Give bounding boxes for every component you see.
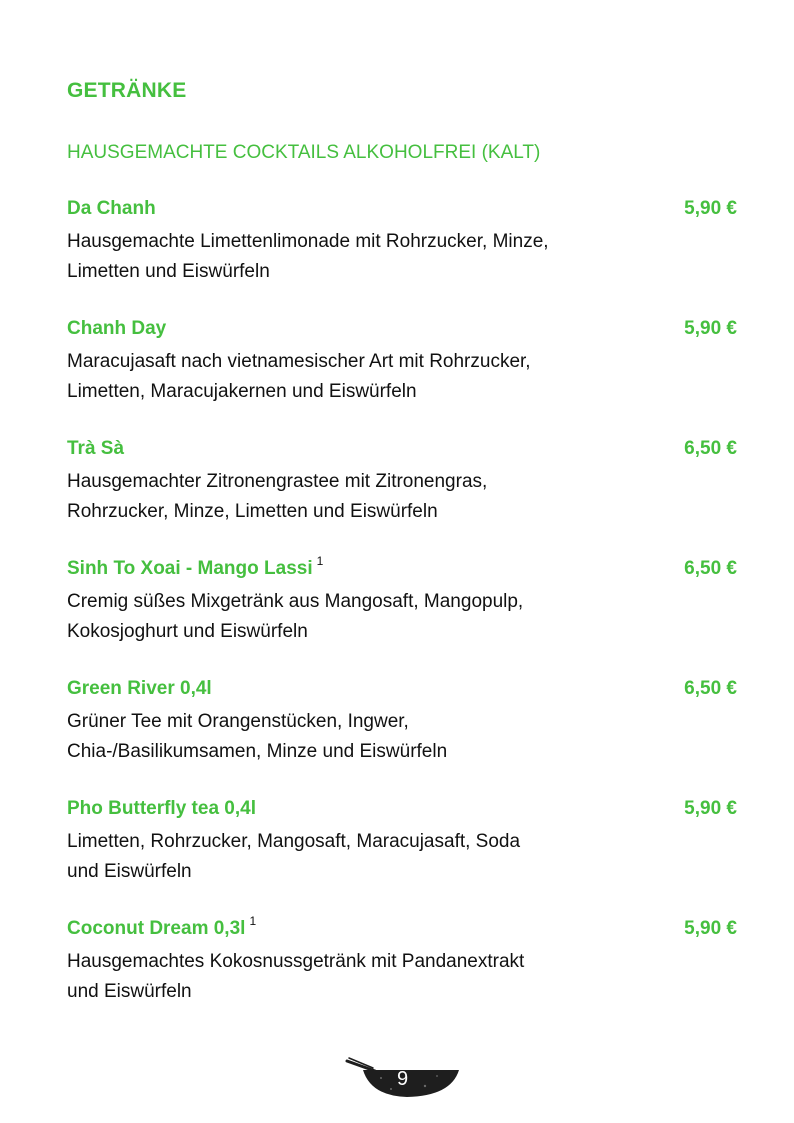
menu-item-description: Limetten, Rohrzucker, Mangosaft, Maracujasaft, Soda und Eiswürfeln — [67, 831, 521, 882]
menu-item-description: Hausgemachte Limettenlimonade mit Rohrzucker, Minze, Limetten und Eiswürfeln — [67, 231, 549, 282]
menu-item-price: 5,90 € — [684, 918, 737, 939]
menu-item — [67, 318, 737, 438]
menu-item-price: 5,90 € — [684, 198, 737, 219]
footnote-marker: 1 — [316, 554, 324, 568]
menu-item-price: 6,50 € — [684, 438, 737, 459]
footnote-marker: 1 — [249, 914, 257, 928]
menu-item-name: Coconut Dream 0,3l $^1$ — [67, 914, 257, 939]
menu-item — [67, 198, 737, 318]
menu-item-price: 5,90 € — [684, 318, 737, 339]
menu-item-description: Hausgemachtes Kokosnussgetränk mit Pandanextrakt und Eiswürfeln — [67, 951, 525, 1002]
page-footer — [345, 1056, 461, 1100]
menu-item-name: Green River 0,4l — [67, 678, 212, 699]
menu-item-name: Da Chanh — [67, 198, 156, 219]
menu-item — [67, 554, 737, 678]
menu-item-description: Cremig süßes Mixgetränk aus Mangosaft, Mangopulp, Kokosjoghurt und Eiswürfeln — [67, 591, 524, 642]
page-title: GETRÄNKE — [67, 79, 187, 102]
menu-item-name: Pho Butterfly tea 0,4l — [67, 798, 256, 819]
menu-item-name: Chanh Day — [67, 318, 167, 339]
menu-item — [67, 798, 737, 918]
page-number: 9 — [397, 1068, 409, 1090]
menu-item-name: Trà Sà — [67, 438, 125, 459]
menu-item — [67, 678, 737, 798]
menu-item-description: Grüner Tee mit Orangenstücken, Ingwer, Chia-/Basilikumsamen, Minze und Eiswürfeln — [67, 711, 448, 762]
menu-item-description: Maracujasaft nach vietnamesischer Art mit Rohrzucker, Limetten, Maracujakernen und Eiswürfeln — [67, 351, 531, 402]
menu-item-price: 6,50 € — [684, 678, 737, 699]
menu-item-list — [67, 198, 737, 1038]
menu-item — [67, 438, 737, 558]
menu-item-price: 5,90 € — [684, 798, 737, 819]
menu-item-name: Sinh To Xoai - Mango Lassi $^1$ — [67, 554, 324, 579]
menu-item — [67, 914, 737, 1038]
menu-item-price: 6,50 € — [684, 558, 737, 579]
section-subtitle: HAUSGEMACHTE COCKTAILS ALKOHOLFREI (KALT) — [67, 142, 541, 163]
menu-item-description: Hausgemachter Zitronengrastee mit Zitronengras, Rohrzucker, Minze, Limetten und Eiswürfeln — [67, 471, 488, 522]
